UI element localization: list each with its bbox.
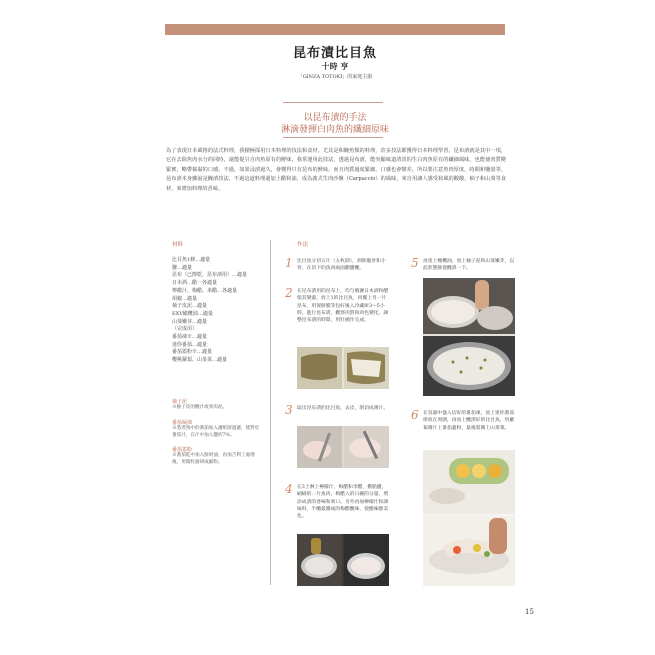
note-heading: 番茄凝凍 — [172, 420, 193, 426]
ingredient-item: 昆布（已擦乾，昆布漬用）…適量 — [172, 272, 248, 279]
recipe-title: 昆布漬比目魚 — [292, 46, 377, 61]
note-text: ※將煮熟中的番茄加入濾紙層過濾，使對於番茄汁，在汁中加入鹽約7%。 — [172, 426, 260, 438]
ingredient-item: 比目魚1條…適量 — [172, 257, 211, 263]
step-number: 6 — [411, 408, 419, 422]
step-text: 在3上淋上檸檬汁、梅醋和米醋，撒點鹽，刷刷的一片魚肉，梅醋入的日碗的分量，增添成漬的香味和爽口。另外再加檸檬汁和調味料，半醃最醬或的梅醋醃味，使酸味醇美化。 — [297, 485, 389, 520]
note-heading: 柚子泥 — [172, 399, 188, 405]
subtitle-top-rule — [283, 102, 383, 103]
method-heading: 作法 — [297, 242, 309, 248]
ingredient-item: 胡椒…適量 — [172, 295, 198, 302]
step-text: 在容器中盛入切好的番茄凍，放上迷你番茄排放在周圍，再放上醃漬好的比目魚，用蘿蔔薄片上番茄蓋粉，最後裝飾上山茶菜。 — [423, 411, 515, 431]
subtitle-bottom-rule — [283, 137, 383, 138]
subtitle-line-1: 以昆布漬的手法 — [303, 113, 367, 123]
page-number: 15 — [525, 608, 534, 616]
step-text: 在昆布漬用的昆布上，均勻噴灑日本酒和醋使其變濕，放上1的比目魚，再覆上另一片昆布，用保鮮膜等包好後入冷藏庫3～5小時，進行昆布漬，觀察肉質和肉色變化，調整昆布漬的時間，用壯碗作完成。 — [297, 289, 389, 324]
chef-name: 十時 亨 — [321, 61, 349, 71]
step-3-photo — [297, 426, 389, 468]
ingredient-item: 迷你番茄…適量 — [172, 341, 208, 348]
note-heading: 番茄蓋粉 — [172, 447, 193, 453]
step-number: 4 — [285, 482, 293, 496]
note-text: ※柚子皮的醃汁或果肉泥。 — [172, 405, 228, 410]
step-number: 1 — [285, 256, 293, 270]
ingredient-item: 山葵嫩芽…適量 — [172, 318, 208, 325]
step-number: 2 — [285, 286, 293, 300]
note-block — [172, 398, 262, 412]
step-4-photo — [297, 534, 389, 586]
ingredient-item: 鹽…適量 — [172, 264, 193, 271]
ingredient-item: 櫻桃蘿蔔、山茶菜…適量 — [172, 357, 228, 364]
ingredient-item: （完成用） — [172, 326, 198, 333]
column-divider — [270, 240, 271, 585]
step-2-photo — [297, 347, 389, 389]
step-number: 5 — [411, 256, 419, 270]
intro-paragraph: 為了表現日本風格的法式料理，我積極採用日本料理的技法和食材。尤其是和醃魚類的料理，許多技法都獲得日本料理學習。昆布漬就是其中一項，它在去除魚肉水分的同時，還能提引自肉魚原有的鮮味，我常運用此技法，透過昆布漬，能突顯味道清淡的生白肉魚原有的纖細風味，也能使肉質變緊實，略帶黏黏的口感。不過，如果浸漬過久，會變得只有昆布的鮮味，而且肉質過度緊縮，口感也會變差，所以要注意魚肉厚度，時間和鹽量等。昆布漬本身雖說是醃漬技法，不過這道料理還加上醋和油，成為義式生肉沙盤（Carpaccio）的風味，來自用讓人感受和風的酸酸，柚子和山葵等食材，來增加料理的香味。 — [166, 148, 506, 192]
ingredient-item: EXV橄欖油…適量 — [172, 310, 213, 317]
chef-affiliation: 「GINZA TOTOKI」的家庭主廚 — [297, 74, 373, 80]
ingredient-item: 檸檬汁、梅醋、米醋…各適量 — [172, 287, 238, 294]
step-5-photo — [423, 278, 515, 396]
note-text: ※番茄乾中加入鮮奶油，再加吉利丁處理後，用微粒器研成細粉。 — [172, 453, 255, 465]
ingredient-item: 柚子皮泥…適量 — [172, 303, 208, 310]
materials-heading: 材料 — [172, 242, 184, 248]
ingredient-item: 日本酒…醋一各適量 — [172, 280, 218, 287]
header-color-bar — [165, 24, 505, 35]
note-block — [172, 419, 262, 439]
ingredient-item: 番茄蓋粉※…適量 — [172, 349, 213, 356]
step-text: 比目魚分切五片（五枚卸），剝除腹骨和小骨，在切下的魚肉兩面撒鹽醃。 — [297, 259, 386, 272]
step-number: 3 — [285, 403, 293, 417]
note-block — [172, 446, 262, 466]
step-6-photo — [423, 450, 515, 586]
subtitle-line-2: 淋滴發揮白肉魚的纖細原味 — [280, 125, 389, 135]
step-text: 取出昆布漬的比目魚，去皮，削切成薄片。 — [297, 406, 389, 411]
ingredient-item: 番茄凍※…適量 — [172, 334, 208, 341]
ingredients-list — [172, 257, 252, 365]
step-text: 再塗上橄欖油，放上柚子泥和山葵嫩芽，以此狀態靜置醃漬一下。 — [423, 259, 515, 272]
